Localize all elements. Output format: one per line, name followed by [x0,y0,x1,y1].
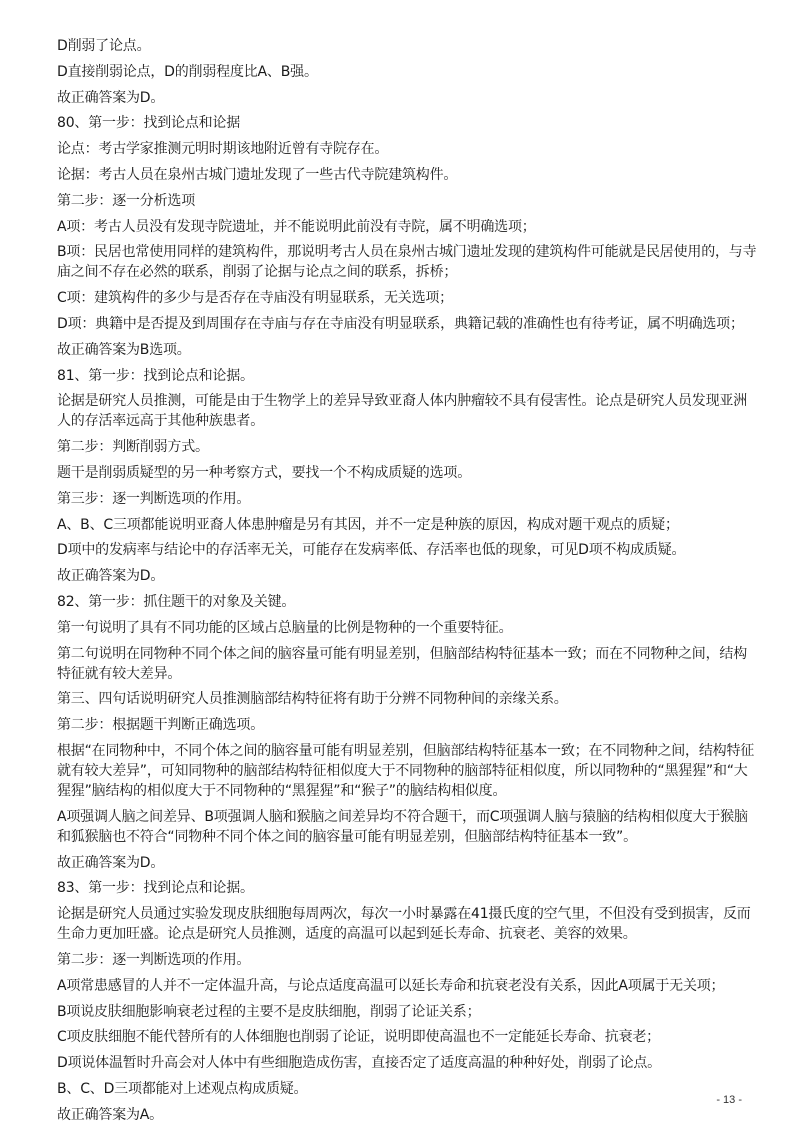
text-line: 第二步：判断削弱方式。 [57,439,209,456]
text-line: B、C、D三项都能对上述观点构成质疑。 [57,1080,308,1097]
text-line: D项说体温暂时升高会对人体中有些细胞造成伤害，直接否定了适度高温的种种好处，削弱了论点。 [57,1055,661,1072]
text-line: A项常患感冒的人并不一定体温升高，与论点适度高温可以延长寿命和抗衰老没有关系，因此A项属于无关项； [57,977,725,994]
text-line: 论据：考古人员在泉州古城门遗址发现了一些古代寺院建筑构件。 [57,166,458,183]
text-line: 81、第一步：找到论点和论据。 [57,367,254,384]
text-line: 第二步：根据题干判断正确选项。 [57,717,264,734]
text-line: 故正确答案为D。 [57,854,165,871]
text-line: D项中的发病率与结论中的存活率无关，可能存在发病率低、存活率也低的现象，可见D项不构成质疑。 [57,542,686,559]
text-line: A项：考古人员没有发现寺院遗址，并不能说明此前没有寺院，属不明确选项； [57,218,536,235]
text-line: 80、第一步：找到论点和论据 [57,115,241,132]
text-line: C项：建筑构件的多少与是否存在寺庙没有明显联系，无关选项； [57,290,453,307]
text-line: 第三步：逐一判断选项的作用。 [57,490,251,507]
text-line: 论据是研究人员推测，可能是由于生物学上的差异导致亚裔人体内肿瘤较不具有侵害性。论点是研究人员发现亚洲人的存活率远高于其他种族患者。 [57,393,747,430]
text-line: 第一句说明了具有不同功能的区域占总脑量的比例是物种的一个重要特征。 [57,619,513,636]
page-number: - 13 - [716,1094,742,1106]
text-line: 故正确答案为D。 [57,89,165,106]
text-line: D项：典籍中是否提及到周围存在寺庙与存在寺庙没有明显联系，典籍记载的准确性也有待考证，属不明确选项； [57,315,744,332]
text-line: 故正确答案为B选项。 [57,341,191,358]
text-line: B项说皮肤细胞影响衰老过程的主要不是皮肤细胞，削弱了论证关系； [57,1003,481,1020]
text-line: D削弱了论点。 [57,38,151,54]
text-line: 故正确答案为A。 [57,1106,163,1123]
text-line: 83、第一步：找到论点和论据。 [57,880,254,897]
text-line: D直接削弱论点，D的削弱程度比A、B强。 [57,63,318,80]
text-line: B项：民居也常使用同样的建筑构件，那说明考古人员在泉州古城门遗址发现的建筑构件可能就是民居使用的，与寺庙之间不存在必然的联系，削弱了论据与论点之间的联系，拆桥； [57,244,757,281]
text-line: 论点：考古学家推测元明时期该地附近曾有寺院存在。 [57,141,389,158]
text-line: 题干是削弱质疑型的另一种考察方式，要找一个不构成质疑的选项。 [57,464,471,481]
text-line: 根据“在同物种中，不同个体之间的脑容量可能有明显差别，但脑部结构特征基本一致；在不同物种之间，结构特征就有较大差异”，可知同物种的脑部结构特征相似度大于不同物种的脑部特征相似度，所以同物种的“黑猩猩”和“大猩猩”脑结构的相似度大于不同物种的“黑猩猩”和“猴子”的脑结构相似度。 [57,742,755,799]
text-line: 第三、四句话说明研究人员推测脑部结构特征将有助于分辨不同物种间的亲缘关系。 [57,691,568,708]
text-line: A项强调人脑之间差异、B项强调人脑和猴脑之间差异均不符合题干，而C项强调人脑与猿脑的结构相似度大于猴脑和狐猴脑也不符合“同物种不同个体之间的脑容量可能有明显差别，但脑部结构特征基本一致”。 [57,808,748,845]
text-line: 故正确答案为D。 [57,568,165,585]
text-line: A、B、C三项都能说明亚裔人体患肿瘤是另有其因，并不一定是种族的原因，构成对题干观点的质疑； [57,516,679,533]
text-line: 第二步：逐一判断选项的作用。 [57,951,251,968]
text-line: 论据是研究人员通过实验发现皮肤细胞每周两次，每次一小时暴露在41摄氏度的空气里，不但没有受到损害，反而生命力更加旺盛。论点是研究人员推测，适度的高温可以起到延长寿命、抗衰老、美容的效果。 [57,906,751,943]
answer-explanation-body [57,36,760,1125]
text-line: C项皮肤细胞不能代替所有的人体细胞也削弱了论证，说明即使高温也不一定能延长寿命、抗衰老； [57,1029,660,1046]
text-line: 82、第一步：抓住题干的对象及关键。 [57,593,296,610]
text-line: 第二步：逐一分析选项 [57,192,195,209]
text-line: 第二句说明在同物种不同个体之间的脑容量可能有明显差别，但脑部结构特征基本一致；而在不同物种之间，结构特征就有较大差异。 [57,645,747,682]
